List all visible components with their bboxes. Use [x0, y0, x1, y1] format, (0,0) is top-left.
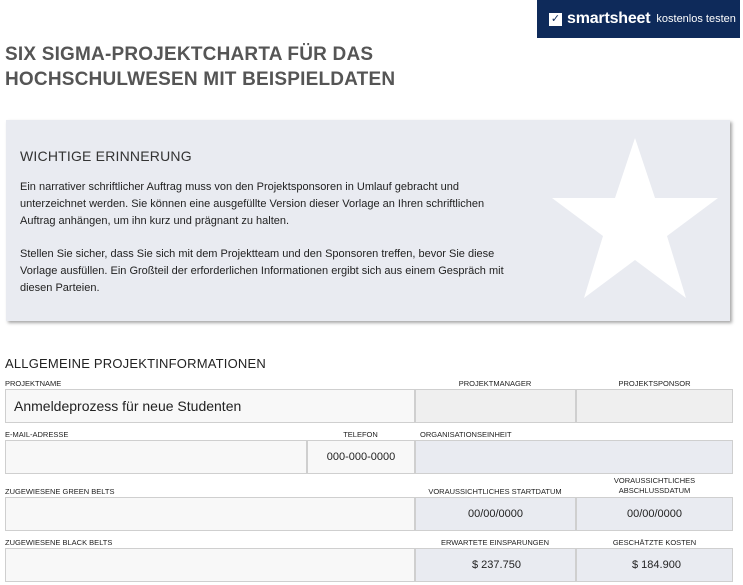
projektmanager-label: PROJEKTMANAGER — [458, 379, 532, 388]
projektmanager-field[interactable] — [415, 389, 576, 423]
einsparungen-label: ERWARTETE EINSPARUNGEN — [440, 538, 550, 547]
organisationseinheit-field[interactable] — [415, 440, 733, 474]
page-title: SIX SIGMA-PROJEKTCHARTA FÜR DAS HOCHSCHULWESEN MIT BEISPIELDATEN — [5, 44, 396, 90]
reminder-title: WICHTIGE ERINNERUNG — [20, 148, 192, 164]
abschlussdatum-label: VORAUSSICHTLICHES ABSCHLUSSDATUM — [613, 476, 696, 495]
startdatum-field[interactable]: 00/00/0000 — [415, 497, 576, 531]
smartsheet-logo-icon: ✓ — [550, 12, 561, 25]
trial-link-text: kostenlos testen — [656, 13, 736, 25]
startdatum-label: VORAUSSICHTLICHES STARTDATUM — [428, 487, 562, 496]
organisationseinheit-label: ORGANISATIONSEINHEIT — [420, 430, 512, 439]
green-belts-label: ZUGEWIESENE GREEN BELTS — [5, 487, 115, 496]
reminder-paragraph-2: Stellen Sie sicher, dass Sie sich mit dem Projektteam und den Sponsoren treffen, bevor Sie diese Vorlage ausfüllen. Ein Großteil der erforderlichen Informationen ergibt sich aus einem Gespräch mit diesen Parteien. — [20, 248, 504, 294]
kosten-field[interactable]: $ 184.900 — [576, 548, 733, 582]
projektsponsor-field[interactable] — [576, 389, 733, 423]
reminder-panel — [6, 120, 730, 321]
reminder-paragraph-1: Ein narrativer schriftlicher Auftrag muss von den Projektsponsoren in Umlauf gebracht und unterzeichnet werden. Sie können eine ausgefüllte Version dieser Vorlage an Ihren schriftlichen Auftrag anhängen, um ihn kurz und prägnant zu halten. — [20, 181, 485, 227]
section-title: ALLGEMEINE PROJEKTINFORMATIONEN — [5, 356, 266, 371]
email-label: E-MAIL-ADRESSE — [5, 430, 69, 439]
star-icon — [550, 136, 720, 302]
black-belts-field[interactable] — [5, 548, 415, 582]
projektname-label: PROJEKTNAME — [5, 379, 62, 388]
telefon-label: TELEFON — [343, 430, 378, 439]
smartsheet-trial-banner[interactable] — [537, 0, 740, 38]
abschlussdatum-field[interactable]: 00/00/0000 — [576, 497, 733, 531]
telefon-field[interactable]: 000-000-0000 — [307, 440, 415, 474]
black-belts-label: ZUGEWIESENE BLACK BELTS — [5, 538, 113, 547]
kosten-label: GESCHÄTZTE KOSTEN — [612, 538, 697, 547]
projektsponsor-label: PROJEKTSPONSOR — [618, 379, 691, 388]
brand-logo-text: smartsheet — [567, 10, 651, 27]
projektname-field[interactable]: Anmeldeprozess für neue Studenten — [5, 389, 415, 423]
email-field[interactable] — [5, 440, 307, 474]
einsparungen-field[interactable]: $ 237.750 — [415, 548, 576, 582]
green-belts-field[interactable] — [5, 497, 415, 531]
